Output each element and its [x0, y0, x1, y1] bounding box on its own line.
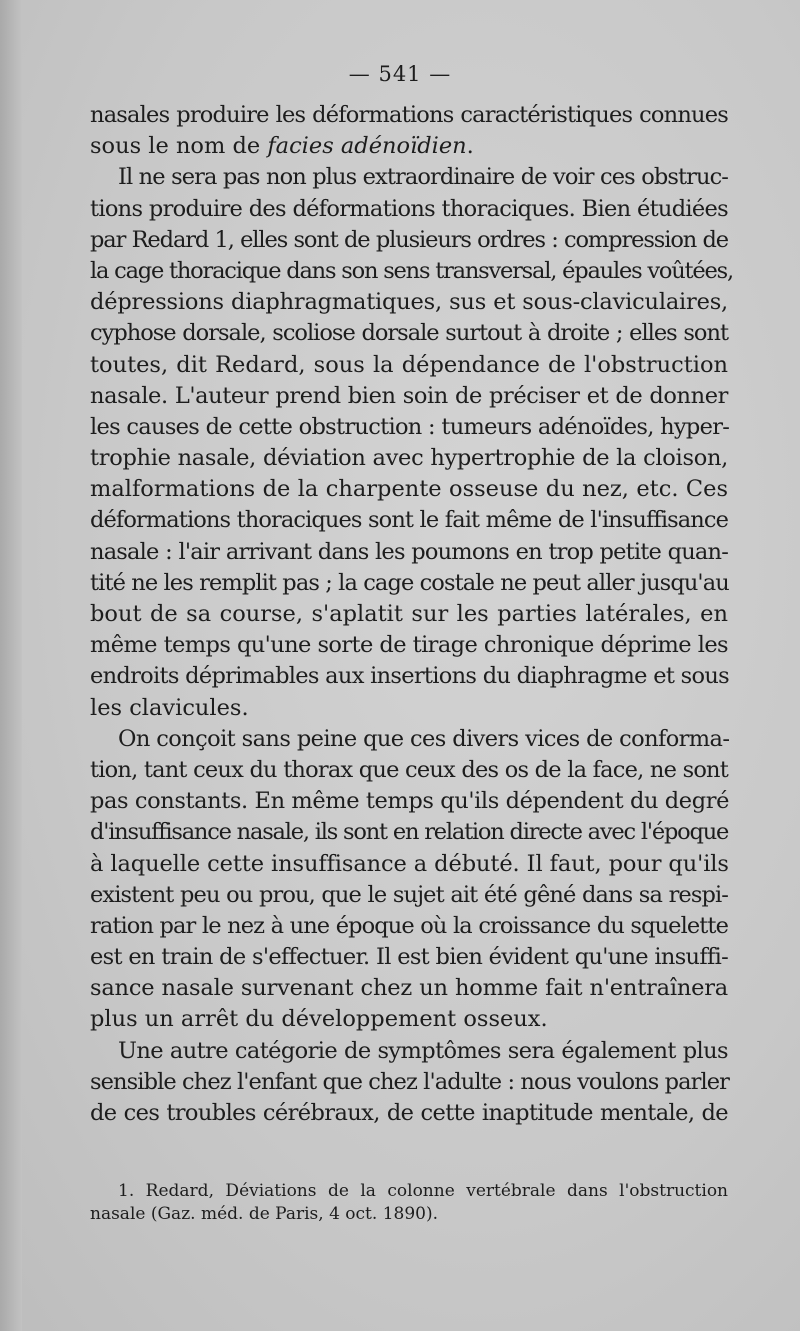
text-line: toutes, dit Redard, sous la dépendance de l'obstruction	[90, 351, 728, 378]
text-line: même temps qu'une sorte de tirage chronique déprime les	[90, 632, 728, 659]
text-line: Il ne sera pas non plus extraordinaire de voir ces obstruc-	[118, 164, 728, 191]
text-line: Une autre catégorie de symptômes sera également plus	[118, 1037, 728, 1064]
text-line: plus un arrêt du développement osseux.	[90, 1006, 548, 1033]
text-line: les causes de cette obstruction : tumeurs adénoïdes, hyper-	[90, 413, 730, 440]
text-line: malformations de la charpente osseuse du nez, etc. Ces	[90, 476, 728, 503]
text-line: endroits déprimables aux insertions du diaphragme et sous	[90, 663, 729, 690]
text-line: est en train de s'effectuer. Il est bien évident qu'une insuffi-	[90, 944, 728, 971]
page-spine-shadow	[0, 0, 22, 1331]
text-line: par Redard 1, elles sont de plusieurs ordres : compression de	[90, 226, 728, 253]
text-line: d'insuffisance nasale, ils sont en relation directe avec l'époque	[90, 819, 729, 846]
text-line: ration par le nez à une époque où la croissance du squelette	[90, 912, 728, 939]
text-line: tion, tant ceux du thorax que ceux des os de la face, ne sont	[90, 756, 728, 783]
text-line: les clavicules.	[90, 694, 249, 721]
text-line: dépressions diaphragmatiques, sus et sous-claviculaires,	[90, 289, 728, 316]
footnote-line: 1. Redard, Déviations de la colonne vertébrale dans l'obstruction	[118, 1181, 728, 1201]
italic-term: facies adénoïdien	[267, 133, 467, 160]
text-line: pas constants. En même temps qu'ils dépendent du degré	[90, 788, 729, 815]
footnote	[90, 1180, 728, 1226]
page-number: — 541 —	[348, 62, 452, 86]
text-line: à laquelle cette insuffisance a débuté. Il faut, pour qu'ils	[90, 850, 729, 877]
text-line: sous le nom de facies adénoïdien.	[90, 133, 474, 160]
text-line: nasale : l'air arrivant dans les poumons en trop petite quan-	[90, 538, 728, 565]
text-line: nasale. L'auteur prend bien soin de préciser et de donner	[90, 382, 728, 409]
text-line: déformations thoraciques sont le fait même de l'insuffisance	[90, 507, 728, 534]
text-line: trophie nasale, déviation avec hypertrophie de la cloison,	[90, 445, 728, 472]
text-line: tions produire des déformations thoraciques. Bien étudiées	[90, 195, 728, 222]
text-line: sance nasale survenant chez un homme fait n'entraînera	[90, 975, 728, 1002]
text-line: sensible chez l'enfant que chez l'adulte : nous voulons parler	[90, 1068, 730, 1095]
text-line: de ces troubles cérébraux, de cette inaptitude mentale, de	[90, 1100, 728, 1126]
text-line: nasales produire les déformations caractéristiques connues	[90, 102, 728, 128]
body-text	[90, 100, 733, 1129]
text-line: la cage thoracique dans son sens transversal, épaules voûtées,	[90, 257, 733, 284]
text-line: cyphose dorsale, scoliose dorsale surtout à droite ; elles sont	[90, 320, 728, 347]
text-line: bout de sa course, s'aplatit sur les parties latérales, en	[90, 601, 728, 627]
text-line: On conçoit sans peine que ces divers vices de conforma-	[118, 725, 730, 752]
footnote-line: nasale (Gaz. méd. de Paris, 4 oct. 1890).	[90, 1204, 438, 1224]
text-line: existent peu ou prou, que le sujet ait été gêné dans sa respi-	[90, 881, 728, 908]
text-line: tité ne les remplit pas ; la cage costale ne peut aller jusqu'au	[90, 569, 729, 596]
